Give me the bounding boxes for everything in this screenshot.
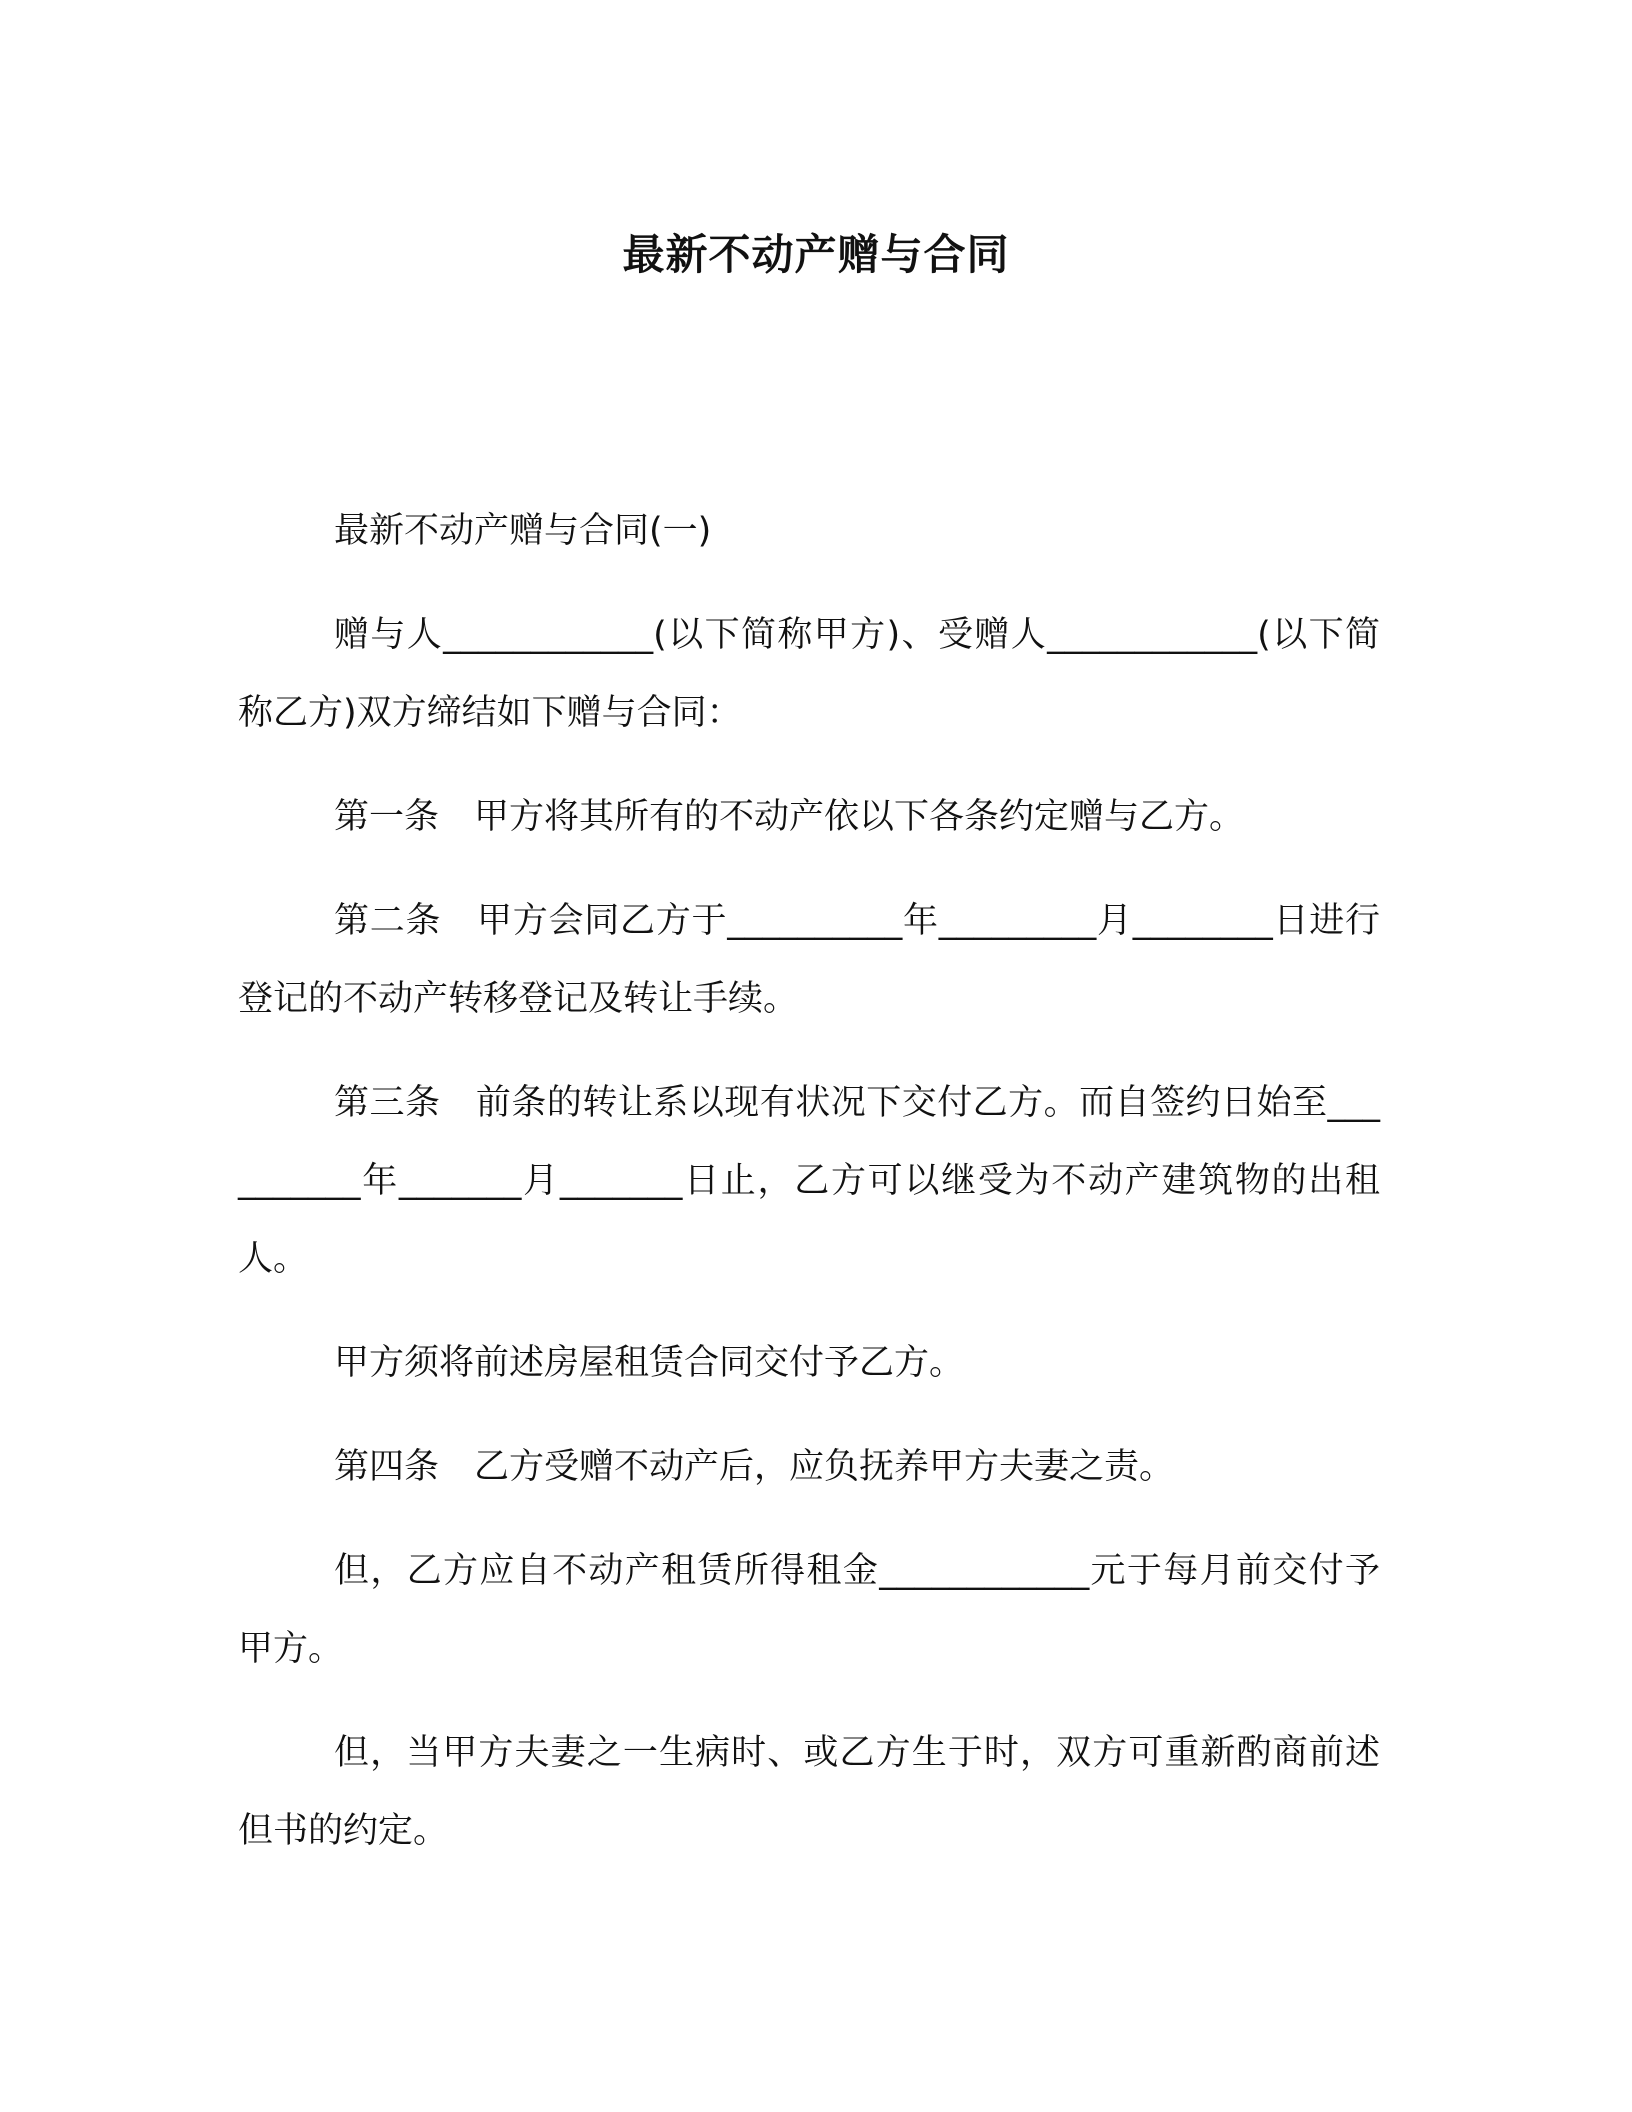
article-3-note: 甲方须将前述房屋租赁合同交付予乙方。 xyxy=(334,1343,965,1383)
document-title: 最新不动产赠与合同 xyxy=(622,230,1010,279)
article-4-proviso-2: 但，当甲方夫妻之一生病时、或乙方生于时，双方可重新酌商前述但书的约定。 xyxy=(238,1733,1380,1851)
article-4-proviso: 但，乙方应自不动产租赁所得租金____________元于每月前交付予甲方。 xyxy=(238,1551,1380,1669)
section-heading: 最新不动产赠与合同(一) xyxy=(334,511,712,551)
parties-paragraph: 赠与人____________(以下简称甲方)、受赠人____________(以下简称乙方)双方缔结如下赠与合同： xyxy=(238,615,1380,733)
document-body xyxy=(238,492,1380,1896)
article-4: 第四条 乙方受赠不动产后，应负抚养甲方夫妻之责。 xyxy=(334,1447,1175,1487)
article-3: 第三条 前条的转让系以现有状况下交付乙方。而自签约日始至__________年_______月_______日止，乙方可以继受为不动产建筑物的出租人。 xyxy=(238,1083,1380,1279)
article-1: 第一条 甲方将其所有的不动产依以下各条约定赠与乙方。 xyxy=(334,797,1245,837)
article-2: 第二条 甲方会同乙方于__________年_________月________日进行登记的不动产转移登记及转让手续。 xyxy=(238,901,1380,1019)
